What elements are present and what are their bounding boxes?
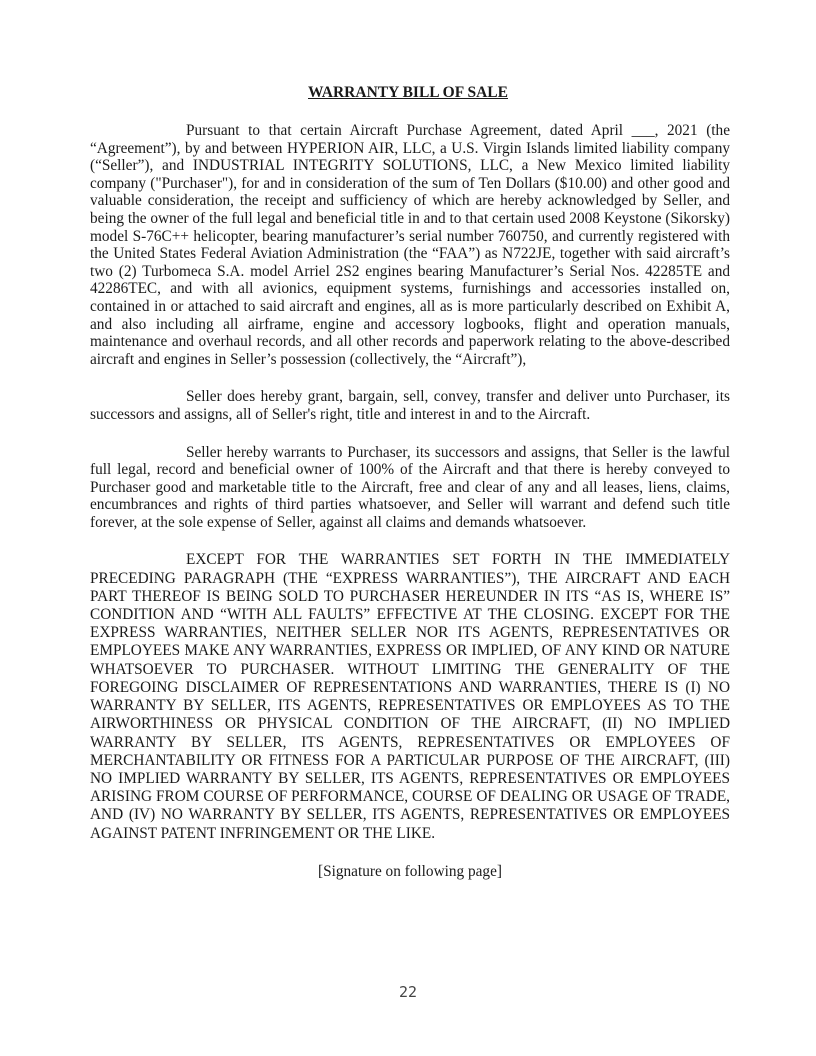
paragraph-warranty: Seller hereby warrants to Purchaser, its successors and assigns, that Seller is the lawful full legal, record and beneficial owner of 100% of the Aircraft and that there is hereby conveyed to Purchaser good and marketable title to the Aircraft, free and clear of any and all leases, liens, claims, encumbrances and rights of third parties whatsoever, and Seller will warrant and defend such title forever, at the sole expense of Seller, against all claims and demands whatsoever.	[90, 443, 730, 531]
page-number: 22	[398, 983, 418, 1001]
document-title: WARRANTY BILL OF SALE	[308, 84, 508, 101]
paragraph-conveyance: Seller does hereby grant, bargain, sell, convey, transfer and deliver unto Purchaser, its successors and assigns, all of Seller's right, title and interest in and to the Aircraft.	[90, 388, 730, 423]
signature-note: [Signature on following page]	[318, 862, 502, 880]
document-body	[90, 122, 730, 880]
paragraph-disclaimer: EXCEPT FOR THE WARRANTIES SET FORTH IN THE IMMEDIATELY PRECEDING PARAGRAPH (THE “EXPRESS WARRANTIES”), THE AIRCRAFT AND EACH PART THEREOF IS BEING SOLD TO PURCHASER HEREUNDER IN ITS “AS IS, WHERE IS” CONDITION AND “WITH ALL FAULTS” EFFECTIVE AT THE CLOSING. EXCEPT FOR THE EXPRESS WARRANTIES, NEITHER SELLER NOR ITS AGENTS, REPRESENTATIVES OR EMPLOYEES MAKE ANY WARRANTIES, EXPRESS OR IMPLIED, OF ANY KIND OR NATURE WHATSOEVER TO PURCHASER. WITHOUT LIMITING THE GENERALITY OF THE FOREGOING DISCLAIMER OF REPRESENTATIONS AND WARRANTIES, THERE IS (I) NO WARRANTY BY SELLER, ITS AGENTS, REPRESENTATIVES OR EMPLOYEES AS TO THE AIRWORTHINESS OR PHYSICAL CONDITION OF THE AIRCRAFT, (II) NO IMPLIED WARRANTY BY SELLER, ITS AGENTS, REPRESENTATIVES OR EMPLOYEES OF MERCHANTABILITY OR FITNESS FOR A PARTICULAR PURPOSE OF THE AIRCRAFT, (III) NO IMPLIED WARRANTY BY SELLER, ITS AGENTS, REPRESENTATIVES OR EMPLOYEES ARISING FROM COURSE OF PERFORMANCE, COURSE OF DEALING OR USAGE OF TRADE, AND (IV) NO WARRANTY BY SELLER, ITS AGENTS, REPRESENTATIVES OR EMPLOYEES AGAINST PATENT INFRINGEMENT OR THE LIKE.	[90, 551, 730, 842]
paragraph-recitals: Pursuant to that certain Aircraft Purchase Agreement, dated April ___, 2021 (the “Agreement”), by and between HYPERION AIR, LLC, a U.S. Virgin Islands limited liability company (“Seller”), and INDUSTRIAL INTEGRITY SOLUTIONS, LLC, a New Mexico limited liability company ("Purchaser"), for and in consideration of the sum of Ten Dollars ($10.00) and other good and valuable consideration, the receipt and sufficiency of which are hereby acknowledged by Seller, and being the owner of the full legal and beneficial title in and to that certain used 2008 Keystone (Sikorsky) model S-76C++ helicopter, bearing manufacturer’s serial number 760750, and currently registered with the United States Federal Aviation Administration (the “FAA”) as N722JE, together with said aircraft’s two (2) Turbomeca S.A. model Arriel 2S2 engines bearing Manufacturer’s Serial Nos. 42285TE and 42286TEC, and with all avionics, equipment systems, furnishings and accessories installed on, contained in or attached to said aircraft and engines, all as is more particularly described on Exhibit A, and also including all airframe, engine and accessory logbooks, flight and operation manuals, maintenance and overhaul records, and all other records and paperwork relating to the above-described aircraft and engines in Seller’s possession (collectively, the “Aircraft”),	[90, 122, 730, 368]
